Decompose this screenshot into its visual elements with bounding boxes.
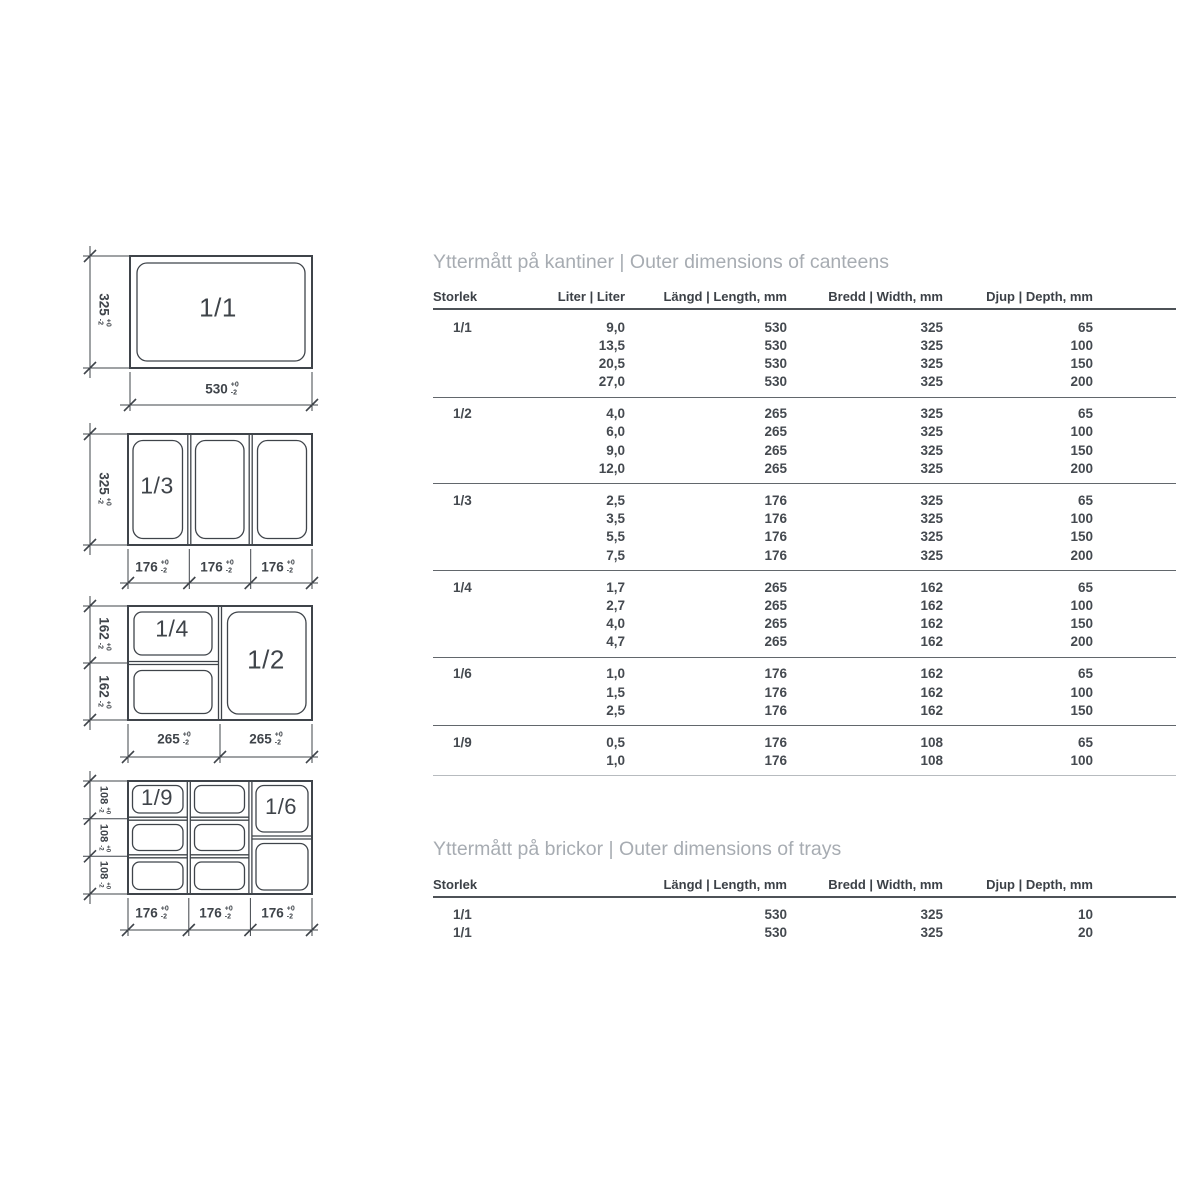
dimension-tolerance: +0 -2 [160,559,169,574]
dimension-label-width-265 [249,731,283,746]
depth-cell: 65 [1077,734,1093,750]
canteens-table-header [433,286,1176,310]
size-cell: 1/4 [453,579,472,595]
dimension-value: 176 [261,559,284,575]
size-cell [433,442,503,460]
length-cell: 265 [764,579,787,595]
length-cell: 265 [764,616,787,632]
dimension-label-height-162 [96,675,111,709]
length-cell: 530 [764,925,787,941]
width-cell: 325 [920,406,943,422]
liter-cell: 3,5 [606,511,625,527]
depth-cell: 150 [1070,442,1093,458]
liter-cell: 1,5 [606,684,625,700]
length-cell: 530 [764,907,787,922]
dimension-tolerance: +0 -2 [286,559,295,574]
depth-cell: 150 [1070,616,1093,632]
dimension-value: 108 [98,823,110,843]
dimension-tolerance: +0 -2 [160,905,169,920]
table-row [433,734,1176,752]
dimension-tolerance: +0 -2 [274,731,283,746]
header-length: Längd | Length, mm [663,289,787,304]
length-cell: 176 [764,666,787,682]
length-cell: 176 [764,547,787,563]
table-row [433,906,1176,924]
table-group [433,658,1176,726]
table-row [433,423,1176,441]
depth-cell: 100 [1070,684,1093,700]
table-row [433,615,1176,633]
table-group [433,484,1176,571]
dimension-label-width-265 [157,731,191,746]
size-cell: 1/9 [453,734,472,750]
length-cell: 265 [764,461,787,477]
liter-cell: 5,5 [606,529,625,545]
dimension-value: 325 [96,472,112,495]
size-cell: 1/1 [453,925,472,941]
dimension-value: 176 [261,905,284,921]
dimension-value: 325 [96,293,112,316]
width-cell: 162 [920,666,943,682]
size-cell [433,528,503,546]
width-cell: 325 [920,374,943,390]
table-row [433,319,1176,337]
table-row [433,355,1176,373]
table-group [433,398,1176,485]
table-row [433,442,1176,460]
pan-label-1-4: 1/4 [155,615,189,642]
liter-cell: 2,5 [606,702,625,718]
length-cell: 265 [764,406,787,422]
liter-cell: 6,0 [606,424,625,440]
size-cell: 1/3 [453,492,472,508]
table-row [433,373,1176,391]
dimension-tolerance: +0 -2 [182,731,191,746]
length-cell: 530 [764,374,787,390]
dimension-value: 265 [249,731,272,747]
dimension-value: 530 [205,381,228,397]
size-cell [433,355,503,373]
size-cell: 1/6 [453,666,472,682]
liter-cell: 12,0 [598,461,625,477]
width-cell: 325 [920,356,943,372]
dimension-label-width-176 [261,559,295,574]
dimension-label-height-325 [96,293,111,327]
width-cell: 325 [920,319,943,335]
depth-cell: 10 [1077,907,1093,922]
table-row [433,702,1176,720]
table-row [433,510,1176,528]
table-row [433,579,1176,597]
dimension-value: 108 [98,860,110,880]
length-cell: 265 [764,424,787,440]
liter-cell: 1,0 [606,752,625,768]
dimension-tolerance: +0 -2 [97,700,112,709]
header-storlek: Storlek [433,877,478,892]
canteens-table-title: Yttermått på kantiner | Outer dimensions of canteens [433,251,889,273]
table-row [433,547,1176,565]
dimension-value: 176 [135,905,158,921]
dimension-label-height-162 [96,617,111,651]
liter-cell: 1,7 [606,579,625,595]
liter-cell: 2,5 [606,492,625,508]
header-depth: Djup | Depth, mm [986,289,1093,304]
length-cell: 176 [764,752,787,768]
dimension-value: 176 [200,559,223,575]
size-cell [433,633,503,651]
dimension-label-height-108 [97,824,110,852]
canteens-table-body [433,311,1176,776]
depth-cell: 200 [1070,634,1093,650]
depth-cell: 65 [1077,492,1093,508]
liter-cell: 2,7 [606,597,625,613]
size-cell: 1/2 [453,406,472,422]
length-cell: 265 [764,442,787,458]
header-width: Bredd | Width, mm [828,877,943,892]
width-cell: 325 [920,547,943,563]
depth-cell: 100 [1070,424,1093,440]
width-cell: 162 [920,579,943,595]
liter-cell: 4,7 [606,634,625,650]
depth-cell: 100 [1070,597,1093,613]
table-row [433,633,1176,651]
header-storlek: Storlek [433,289,478,304]
length-cell: 176 [764,492,787,508]
dimension-value: 162 [96,675,112,698]
depth-cell: 200 [1070,461,1093,477]
table-row [433,405,1176,423]
depth-cell: 65 [1077,666,1093,682]
size-cell [433,510,503,528]
width-cell: 325 [920,907,943,922]
pan-label-1-2: 1/2 [247,644,285,675]
dimension-label-width-176 [135,559,169,574]
depth-cell: 65 [1077,319,1093,335]
width-cell: 325 [920,424,943,440]
liter-cell: 9,0 [606,442,625,458]
liter-cell: 13,5 [598,337,625,353]
width-cell: 108 [920,752,943,768]
depth-cell: 65 [1077,406,1093,422]
dimension-value: 108 [98,785,110,805]
table-group [433,311,1176,398]
table-row [433,924,1176,942]
header-width: Bredd | Width, mm [828,289,943,304]
length-cell: 530 [764,356,787,372]
depth-cell: 65 [1077,579,1093,595]
dimension-value: 265 [157,731,180,747]
header-length: Längd | Length, mm [663,877,787,892]
length-cell: 176 [764,684,787,700]
width-cell: 325 [920,492,943,508]
length-cell: 265 [764,597,787,613]
width-cell: 325 [920,337,943,353]
size-cell [433,547,503,565]
table-row [433,492,1176,510]
pan-label-1-1: 1/1 [199,292,237,323]
drawing-pan-1-1 [78,238,328,420]
drawing-pan-1-4-1-2 [78,590,328,775]
size-cell [433,615,503,633]
width-cell: 162 [920,684,943,700]
trays-table-title: Yttermått på brickor | Outer dimensions of trays [433,838,842,860]
width-cell: 325 [920,511,943,527]
width-cell: 162 [920,634,943,650]
size-cell: 1/1 [453,907,472,922]
width-cell: 325 [920,529,943,545]
liter-cell: 4,0 [606,616,625,632]
pan-label-1-9: 1/9 [140,785,174,810]
dimension-label-height-108 [97,786,110,814]
width-cell: 162 [920,597,943,613]
dimension-tolerance: +0 -2 [286,905,295,920]
size-cell [433,460,503,478]
size-cell [433,337,503,355]
trays-table-body [433,899,1176,943]
dimension-label-width-176 [199,905,233,920]
length-cell: 176 [764,511,787,527]
depth-cell: 150 [1070,702,1093,718]
table-row [433,528,1176,546]
depth-cell: 20 [1077,925,1093,941]
table-group [433,571,1176,658]
dimension-value: 176 [135,559,158,575]
dimension-value: 162 [96,617,112,640]
width-cell: 325 [920,925,943,941]
length-cell: 265 [764,634,787,650]
width-cell: 162 [920,616,943,632]
dimension-label-width-530 [205,381,239,396]
liter-cell: 27,0 [598,374,625,390]
liter-cell: 20,5 [598,356,625,372]
size-cell [433,702,503,720]
depth-cell: 100 [1070,511,1093,527]
depth-cell: 100 [1070,337,1093,353]
length-cell: 176 [764,702,787,718]
dimension-tolerance: +0 -2 [98,882,111,890]
dimension-value: 176 [199,905,222,921]
size-cell [433,752,503,770]
liter-cell: 9,0 [606,319,625,335]
width-cell: 325 [920,442,943,458]
length-cell: 530 [764,319,787,335]
table-row [433,752,1176,770]
liter-cell: 4,0 [606,406,625,422]
pan-label-1-6: 1/6 [264,794,298,819]
table-row [433,665,1176,683]
header-liter: Liter | Liter [557,289,625,304]
depth-cell: 100 [1070,752,1093,768]
depth-cell: 200 [1070,547,1093,563]
width-cell: 162 [920,702,943,718]
table-row [433,337,1176,355]
dimension-tolerance: +0 -2 [97,318,112,327]
dimension-tolerance: +0 -2 [98,845,111,853]
dimension-label-width-176 [135,905,169,920]
width-cell: 325 [920,461,943,477]
dimension-tolerance: +0 -2 [230,381,239,396]
dimension-tolerance: +0 -2 [224,905,233,920]
dimension-label-width-176 [200,559,234,574]
size-cell [433,597,503,615]
depth-cell: 150 [1070,356,1093,372]
dimension-tolerance: +0 -2 [97,497,112,506]
trays-table-header [433,874,1176,898]
dimension-tolerance: +0 -2 [98,807,111,815]
table-row [433,684,1176,702]
table-group [433,726,1176,776]
dimension-label-height-325 [96,472,111,506]
length-cell: 530 [764,337,787,353]
pan-label-1-3: 1/3 [140,472,174,499]
depth-cell: 200 [1070,374,1093,390]
liter-cell: 0,5 [606,734,625,750]
size-cell [433,373,503,391]
dimension-label-width-176 [261,905,295,920]
liter-cell: 7,5 [606,547,625,563]
length-cell: 176 [764,734,787,750]
header-depth: Djup | Depth, mm [986,877,1093,892]
table-row [433,597,1176,615]
size-cell [433,684,503,702]
dimension-label-height-108 [97,861,110,889]
width-cell: 108 [920,734,943,750]
size-cell [433,423,503,441]
table-row [433,460,1176,478]
liter-cell: 1,0 [606,666,625,682]
depth-cell: 150 [1070,529,1093,545]
size-cell: 1/1 [453,319,472,335]
length-cell: 176 [764,529,787,545]
dimension-tolerance: +0 -2 [225,559,234,574]
dimension-tolerance: +0 -2 [97,642,112,651]
